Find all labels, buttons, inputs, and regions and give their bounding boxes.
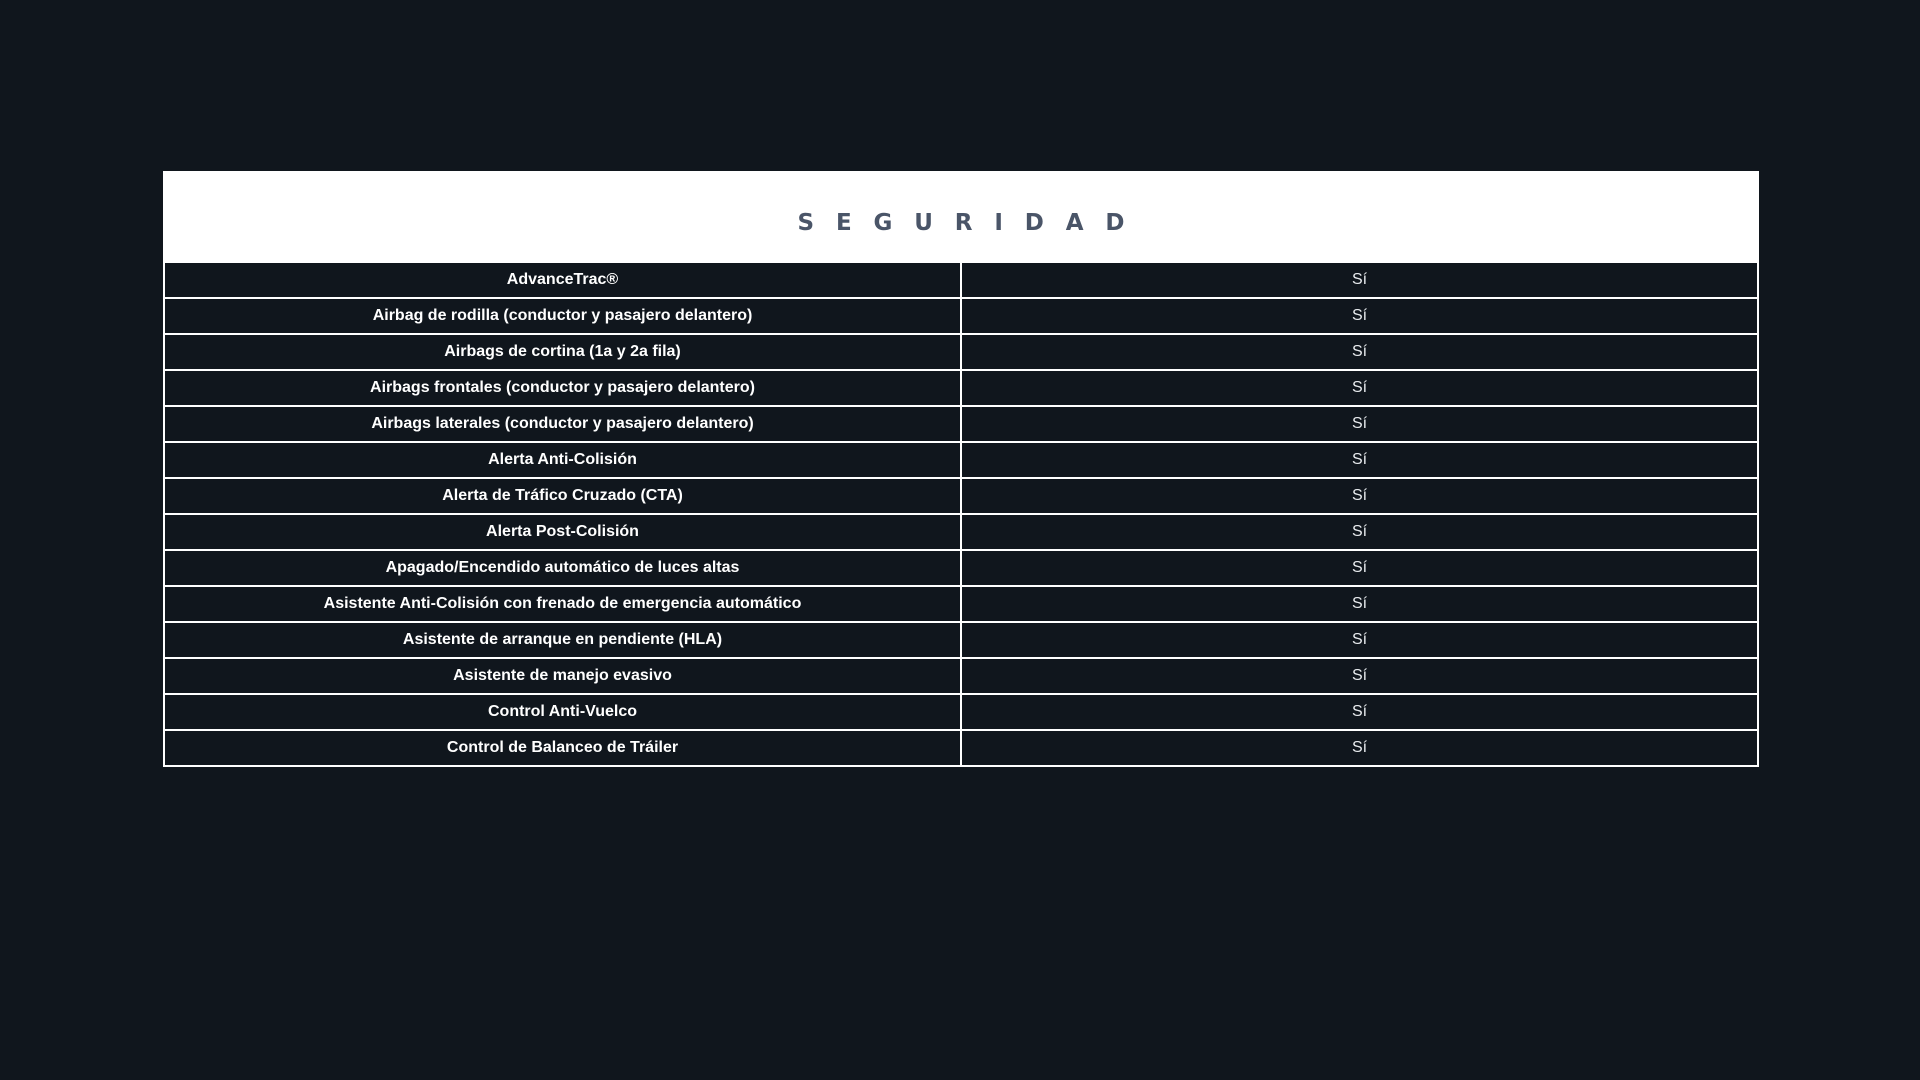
value-cell: Sí: [961, 550, 1758, 586]
feature-cell: Alerta de Tráfico Cruzado (CTA): [164, 478, 961, 514]
table-row: [164, 442, 1758, 478]
table-row: [164, 730, 1758, 766]
table-row: [164, 334, 1758, 370]
feature-cell: Airbag de rodilla (conductor y pasajero delantero): [164, 298, 961, 334]
value-cell: Sí: [961, 514, 1758, 550]
value-cell: Sí: [961, 406, 1758, 442]
safety-spec-table-card: [163, 171, 1759, 767]
feature-cell: Control Anti-Vuelco: [164, 694, 961, 730]
table-row: [164, 370, 1758, 406]
value-cell: Sí: [961, 442, 1758, 478]
table-row: [164, 658, 1758, 694]
table-row: [164, 694, 1758, 730]
value-cell: Sí: [961, 262, 1758, 298]
section-header: [163, 171, 1759, 261]
feature-cell: AdvanceTrac®: [164, 262, 961, 298]
section-title: SEGURIDAD: [797, 210, 1147, 236]
value-cell: Sí: [961, 694, 1758, 730]
feature-cell: Airbags frontales (conductor y pasajero delantero): [164, 370, 961, 406]
table-row: [164, 478, 1758, 514]
value-cell: Sí: [961, 730, 1758, 766]
value-cell: Sí: [961, 658, 1758, 694]
table-row: [164, 406, 1758, 442]
table-row: [164, 586, 1758, 622]
feature-cell: Airbags de cortina (1a y 2a fila): [164, 334, 961, 370]
table-row: [164, 298, 1758, 334]
feature-cell: Apagado/Encendido automático de luces altas: [164, 550, 961, 586]
feature-cell: Asistente de arranque en pendiente (HLA): [164, 622, 961, 658]
table-row: [164, 514, 1758, 550]
table-row: [164, 622, 1758, 658]
table-row: [164, 550, 1758, 586]
value-cell: Sí: [961, 298, 1758, 334]
feature-cell: Airbags laterales (conductor y pasajero delantero): [164, 406, 961, 442]
value-cell: Sí: [961, 478, 1758, 514]
spec-table-body: [164, 262, 1758, 766]
feature-cell: Alerta Anti-Colisión: [164, 442, 961, 478]
value-cell: Sí: [961, 370, 1758, 406]
value-cell: Sí: [961, 622, 1758, 658]
feature-cell: Alerta Post-Colisión: [164, 514, 961, 550]
feature-cell: Asistente Anti-Colisión con frenado de emergencia automático: [164, 586, 961, 622]
value-cell: Sí: [961, 586, 1758, 622]
feature-cell: Control de Balanceo de Tráiler: [164, 730, 961, 766]
spec-table: [163, 261, 1759, 767]
value-cell: Sí: [961, 334, 1758, 370]
feature-cell: Asistente de manejo evasivo: [164, 658, 961, 694]
table-row: [164, 262, 1758, 298]
